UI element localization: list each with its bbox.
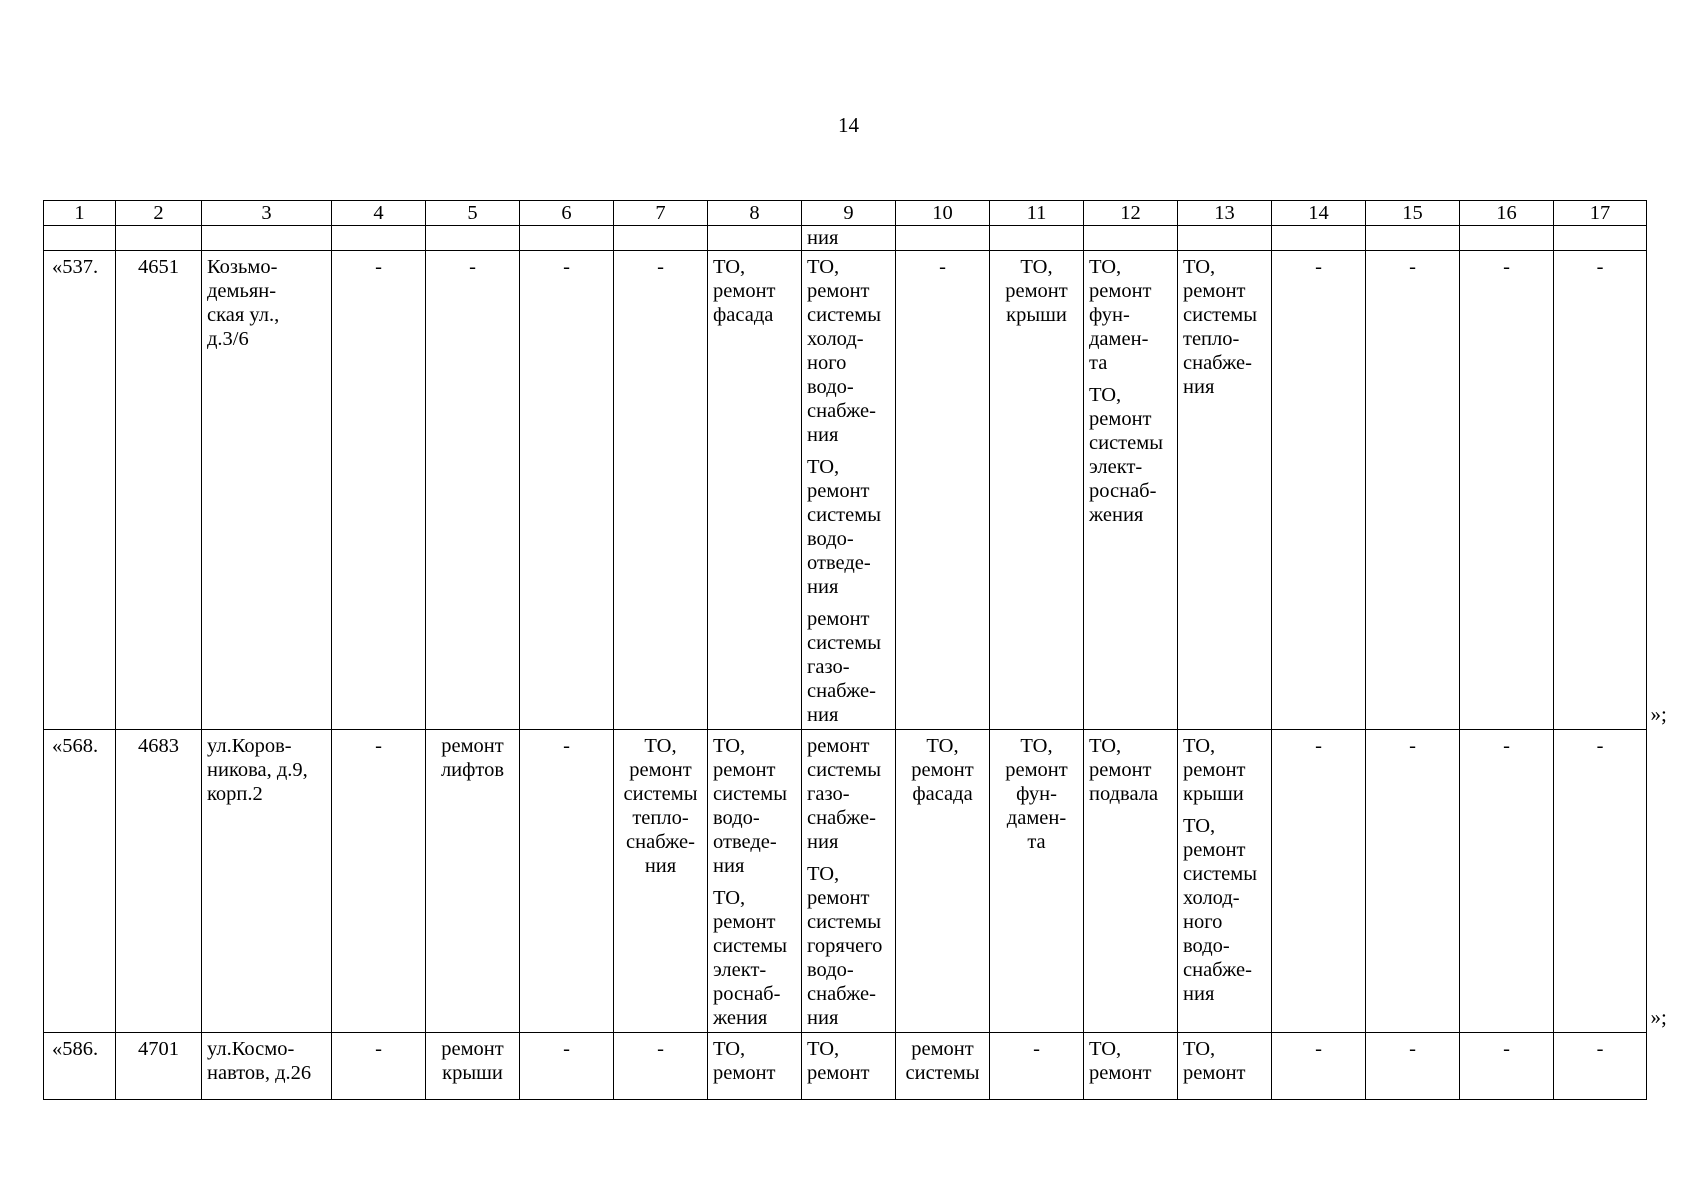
cell-entry: «537. <box>52 256 99 278</box>
column-number: 17 <box>1554 201 1647 226</box>
cell-entry: ТО, ремонт системы тепло- снабже- ния <box>623 735 698 877</box>
table-cell <box>1084 730 1178 1033</box>
table-cell <box>614 1033 708 1100</box>
column-number: 3 <box>202 201 332 226</box>
row-number <box>44 1033 116 1100</box>
table-cell <box>44 226 116 251</box>
cell-entry: ТО, ремонт фасада <box>713 256 776 326</box>
table-cell <box>1460 251 1554 730</box>
table-cell <box>1272 1033 1366 1100</box>
table-cell <box>990 1033 1084 1100</box>
cell-entry: - <box>1503 735 1510 757</box>
table-cell <box>802 1033 896 1100</box>
cell-entry: - <box>1315 256 1322 278</box>
cell-entry: ТО, ремонт системы водо- отведе- ния <box>713 735 787 877</box>
cell-entry: ТО, ремонт системы тепло- снабже- ния <box>1183 256 1257 398</box>
cell-entry: ТО, ремонт системы элект- роснаб- жения <box>713 887 787 1029</box>
closing-quote-mark: »; <box>1650 1004 1667 1029</box>
table-cell <box>990 226 1084 251</box>
cell-entry: - <box>563 1038 570 1060</box>
cell-entry: - <box>375 735 382 757</box>
cell-entry: «568. <box>52 735 99 757</box>
column-number: 5 <box>426 201 520 226</box>
cell-entry: ремонт крыши <box>441 1038 504 1084</box>
table-cell <box>520 251 614 730</box>
table-cell <box>202 226 332 251</box>
table-row <box>44 251 1647 730</box>
table-cell <box>708 1033 802 1100</box>
table-cell <box>1460 1033 1554 1100</box>
table-cell <box>1272 251 1366 730</box>
cell-entry: ТО, ремонт <box>1089 1038 1152 1084</box>
table-cell <box>520 1033 614 1100</box>
cell-entry: ремонт системы газо- снабже- ния <box>807 608 881 726</box>
continuation-row <box>44 226 1647 251</box>
column-number: 8 <box>708 201 802 226</box>
table-row <box>44 730 1647 1033</box>
row-number <box>44 251 116 730</box>
table-cell <box>1554 251 1647 730</box>
column-number: 16 <box>1460 201 1554 226</box>
table-cell <box>708 730 802 1033</box>
cell-entry: - <box>939 256 946 278</box>
table-cell <box>1084 226 1178 251</box>
cell-entry: ул.Коров- никова, д.9, корп.2 <box>207 735 308 805</box>
table-cell <box>1366 730 1460 1033</box>
table-cell <box>520 226 614 251</box>
column-number: 2 <box>116 201 202 226</box>
cell-entry: - <box>1315 735 1322 757</box>
cell-entry: - <box>563 256 570 278</box>
cell-entry: - <box>375 256 382 278</box>
cell-entry: ТО, ремонт системы водо- отведе- ния <box>807 456 881 598</box>
cell-entry: ТО, ремонт системы холод- ного водо- снабже- ния <box>1183 815 1257 1005</box>
table-cell <box>1460 226 1554 251</box>
cell-entry: - <box>1033 1038 1040 1060</box>
cell-entry: ремонт системы <box>905 1038 980 1084</box>
cell-entry: - <box>563 735 570 757</box>
table-cell <box>116 730 202 1033</box>
table-cell <box>896 1033 990 1100</box>
cell-entry: - <box>1315 1038 1322 1060</box>
cell-entry: Козьмо- демьян- ская ул., д.3/6 <box>207 256 280 350</box>
cell-entry: ТО, ремонт <box>807 1038 870 1084</box>
cell-entry: ТО, ремонт крыши <box>1183 735 1246 805</box>
table-cell <box>1366 1033 1460 1100</box>
cell-entry: - <box>1596 256 1604 278</box>
column-number-row <box>44 201 1647 226</box>
table-cell <box>1554 730 1647 1033</box>
cell-entry: - <box>1596 1038 1604 1060</box>
table-cell <box>202 730 332 1033</box>
table-cell <box>202 1033 332 1100</box>
table-cell <box>116 1033 202 1100</box>
column-number: 7 <box>614 201 708 226</box>
table-cell <box>1366 251 1460 730</box>
cell-entry: ТО, ремонт <box>1183 1038 1246 1084</box>
column-number: 4 <box>332 201 426 226</box>
table-cell <box>1366 226 1460 251</box>
cell-entry: ТО, ремонт фун- дамен- та <box>1005 735 1068 853</box>
table-cell <box>1178 251 1272 730</box>
cell-entry: ТО, ремонт системы горячего водо- снабже- ния <box>807 863 883 1029</box>
cell-entry: ремонт системы газо- снабже- ния <box>807 735 881 853</box>
column-number: 9 <box>802 201 896 226</box>
table-cell <box>1178 730 1272 1033</box>
table-cell <box>708 251 802 730</box>
page-number: 14 <box>838 113 859 137</box>
cell-entry: - <box>1503 256 1510 278</box>
column-number: 15 <box>1366 201 1460 226</box>
table-cell <box>1272 226 1366 251</box>
cell-entry: - <box>1409 256 1416 278</box>
cell-entry: ул.Космо- навтов, д.26 <box>207 1038 312 1084</box>
table-cell <box>614 226 708 251</box>
cell-entry: - <box>1409 735 1416 757</box>
cell-entry: - <box>657 256 664 278</box>
table-cell <box>1460 730 1554 1033</box>
cell-entry: ТО, ремонт подвала <box>1089 735 1159 805</box>
table-cell <box>332 1033 426 1100</box>
row-number <box>44 730 116 1033</box>
cell-entry: - <box>657 1038 664 1060</box>
table-cell <box>332 730 426 1033</box>
table-cell <box>116 251 202 730</box>
cell-entry: «586. <box>52 1038 99 1060</box>
cell-entry: - <box>375 1038 382 1060</box>
table-cell <box>426 1033 520 1100</box>
table-cell <box>614 251 708 730</box>
cell-entry: ТО, ремонт <box>713 1038 776 1084</box>
column-number: 11 <box>990 201 1084 226</box>
cell-entry: - <box>1503 1038 1510 1060</box>
cell-entry: - <box>469 256 476 278</box>
table-cell <box>896 226 990 251</box>
column-number: 13 <box>1178 201 1272 226</box>
cell-entry: ТО, ремонт крыши <box>1005 256 1068 326</box>
table-cell <box>116 226 202 251</box>
column-number: 6 <box>520 201 614 226</box>
column-number: 1 <box>44 201 116 226</box>
table-cell <box>802 730 896 1033</box>
work-schedule-table <box>43 200 1647 1100</box>
table-cell: ния <box>802 226 896 251</box>
table-cell <box>896 251 990 730</box>
table-cell <box>332 251 426 730</box>
table-cell <box>1272 730 1366 1033</box>
cell-entry: ТО, ремонт системы элект- роснаб- жения <box>1089 384 1163 526</box>
table-cell <box>990 730 1084 1033</box>
table-cell <box>1554 1033 1647 1100</box>
cell-entry: - <box>1409 1038 1416 1060</box>
table-cell <box>426 730 520 1033</box>
table-cell <box>614 730 708 1033</box>
column-number: 10 <box>896 201 990 226</box>
cell-entry: ТО, ремонт фун- дамен- та <box>1089 256 1152 374</box>
table-cell <box>1178 226 1272 251</box>
table-cell <box>1178 1033 1272 1100</box>
table-cell <box>1084 1033 1178 1100</box>
table-cell <box>990 251 1084 730</box>
cell-entry: 4701 <box>138 1038 179 1060</box>
cell-entry: - <box>1596 735 1604 757</box>
table-cell <box>202 251 332 730</box>
cell-entry: 4683 <box>138 735 179 757</box>
table-cell <box>896 730 990 1033</box>
cell-entry: ТО, ремонт системы холод- ного водо- снабже- ния <box>807 256 881 446</box>
closing-quote-mark: »; <box>1650 701 1667 726</box>
cell-entry: 4651 <box>138 256 179 278</box>
table-cell <box>1084 251 1178 730</box>
table-cell <box>708 226 802 251</box>
table-cell <box>520 730 614 1033</box>
column-number: 14 <box>1272 201 1366 226</box>
table-cell <box>426 226 520 251</box>
table-cell <box>426 251 520 730</box>
column-number: 12 <box>1084 201 1178 226</box>
table-cell <box>1554 226 1647 251</box>
table-cell <box>802 251 896 730</box>
table-row <box>44 1033 1647 1100</box>
table-cell <box>332 226 426 251</box>
cell-entry: ремонт лифтов <box>440 735 505 781</box>
cell-entry: ТО, ремонт фасада <box>911 735 974 805</box>
